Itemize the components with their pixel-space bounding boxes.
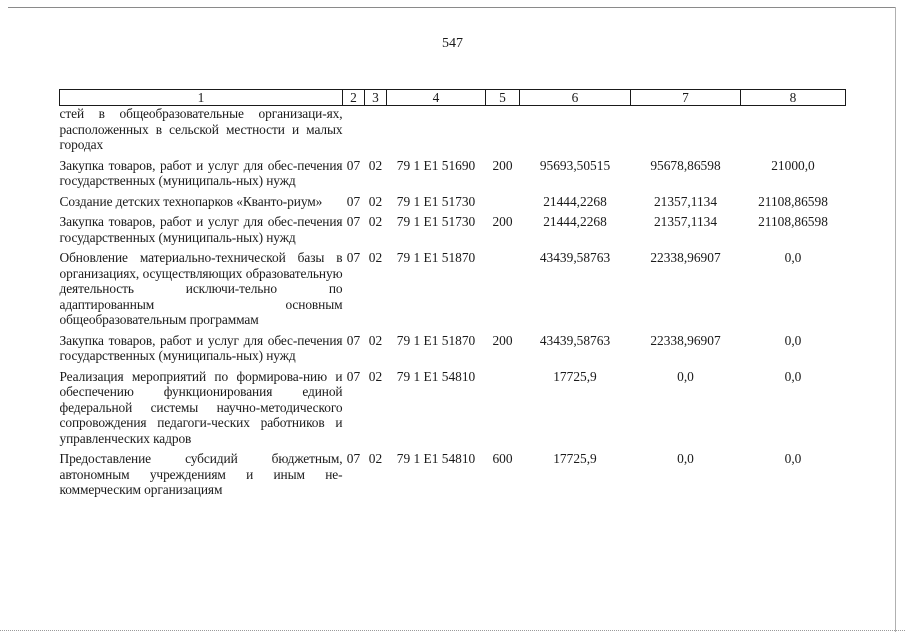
row-subsection-code: 02 (368, 157, 383, 173)
budget-table (59, 89, 846, 503)
row-section-code: 07 (346, 214, 361, 229)
table-row (60, 214, 846, 250)
row-target-article: 79 1 E1 51730 (396, 214, 476, 229)
row-amount-col6: 95693,50515 (539, 157, 611, 173)
row-amount-col8: 21000,0 (771, 157, 815, 173)
row-target-article: 79 1 E1 51870 (396, 332, 476, 348)
column-header: 4 (387, 90, 486, 106)
row-target-article: 79 1 E1 51870 (396, 250, 476, 265)
row-expense-type (486, 106, 520, 158)
row-subsection-code: 02 (368, 250, 383, 265)
row-subsection-code: 02 (368, 332, 383, 348)
row-name: Реализация мероприятий по формирова-нию и обеспечению функционирования единой федеральной системы научно-методического сопровождения педагоги-ческих работников и управленческих кадров (59, 368, 343, 446)
column-header: 2 (343, 90, 365, 106)
row-section-code: 07 (346, 332, 361, 348)
row-section-code: 07 (346, 250, 361, 265)
table-row (60, 194, 846, 215)
row-amount-col8: 21108,86598 (758, 193, 828, 209)
row-section-code (343, 106, 365, 158)
row-amount-col7: 95678,86598 (650, 157, 721, 173)
table-row (60, 451, 846, 503)
table-row (60, 250, 846, 333)
row-name: Закупка товаров, работ и услуг для обес-печения государственных (муниципаль-ных) нужд (59, 214, 343, 245)
row-name: Предоставление субсидий бюджетным, автономным учреждениям и иным не-коммерческим организациям (59, 451, 343, 497)
column-header: 8 (741, 90, 846, 106)
page-number: 547 (442, 36, 463, 51)
row-section-code: 07 (346, 157, 361, 173)
row-name: Обновление материально-технической базы в организациях, осуществляющих образовательную деятельность исключи-тельно по адаптированным основным общеобразовательным программам (59, 250, 343, 327)
row-name: Закупка товаров, работ и услуг для обес-печения государственных (муниципаль-ных) нужд (59, 157, 343, 188)
row-name: Закупка товаров, работ и услуг для обес-печения государственных (муниципаль-ных) нужд (59, 332, 343, 363)
row-amount-col6 (520, 106, 631, 158)
row-amount-col7: 21357,1134 (653, 214, 718, 229)
row-expense-type: 200 (492, 214, 513, 229)
row-amount-col7: 0,0 (677, 451, 694, 466)
row-name: стей в общеобразовательные организаци-ях, расположенных в сельской местности и малых городах (59, 106, 343, 152)
row-amount-col7: 21357,1134 (653, 193, 718, 209)
column-header: 3 (365, 90, 387, 106)
row-amount-col7: 0,0 (677, 368, 694, 384)
row-expense-type (486, 194, 520, 215)
row-section-code: 07 (346, 451, 361, 466)
row-amount-col7: 22338,96907 (650, 250, 721, 265)
row-target-article (387, 106, 486, 158)
scan-border-top (8, 7, 895, 8)
column-header: 6 (520, 90, 631, 106)
column-header: 7 (631, 90, 741, 106)
row-target-article: 79 1 E1 54810 (396, 451, 476, 466)
row-target-article: 79 1 E1 51690 (396, 157, 476, 173)
scan-border-bottom (0, 630, 905, 631)
scan-border-right (895, 7, 896, 632)
row-subsection-code: 02 (368, 214, 383, 229)
table-row (60, 369, 846, 452)
row-subsection-code: 02 (368, 451, 383, 466)
row-subsection-code: 02 (368, 193, 383, 209)
row-amount-col6: 21444,2268 (543, 214, 607, 229)
row-name: Создание детских технопарков «Кванто-риум» (59, 193, 323, 209)
row-target-article: 79 1 E1 54810 (396, 368, 476, 384)
row-expense-type (486, 369, 520, 452)
row-amount-col6: 17725,9 (553, 451, 597, 466)
table-header-row (60, 90, 846, 106)
row-amount-col8: 0,0 (784, 250, 802, 265)
row-amount-col8: 0,0 (784, 451, 802, 466)
row-section-code: 07 (346, 368, 361, 384)
row-amount-col6: 17725,9 (553, 368, 597, 384)
row-amount-col6: 21444,2268 (543, 193, 607, 209)
row-amount-col7 (631, 106, 741, 158)
row-amount-col6: 43439,58763 (539, 250, 611, 265)
table-row (60, 106, 846, 158)
row-amount-col7: 22338,96907 (650, 332, 721, 348)
column-header: 1 (60, 90, 343, 106)
table-row (60, 333, 846, 369)
row-subsection-code (365, 106, 387, 158)
column-header: 5 (486, 90, 520, 106)
row-amount-col8: 0,0 (784, 368, 802, 384)
row-target-article: 79 1 E1 51730 (396, 193, 476, 209)
row-expense-type: 200 (492, 157, 513, 173)
row-subsection-code: 02 (368, 368, 383, 384)
table-row (60, 158, 846, 194)
row-amount-col6: 43439,58763 (539, 332, 611, 348)
row-amount-col8: 0,0 (784, 332, 802, 348)
row-expense-type: 200 (492, 332, 513, 348)
row-amount-col8 (741, 106, 846, 158)
row-expense-type (486, 250, 520, 333)
row-section-code: 07 (346, 193, 361, 209)
row-amount-col8: 21108,86598 (758, 214, 828, 229)
row-expense-type: 600 (492, 451, 513, 466)
